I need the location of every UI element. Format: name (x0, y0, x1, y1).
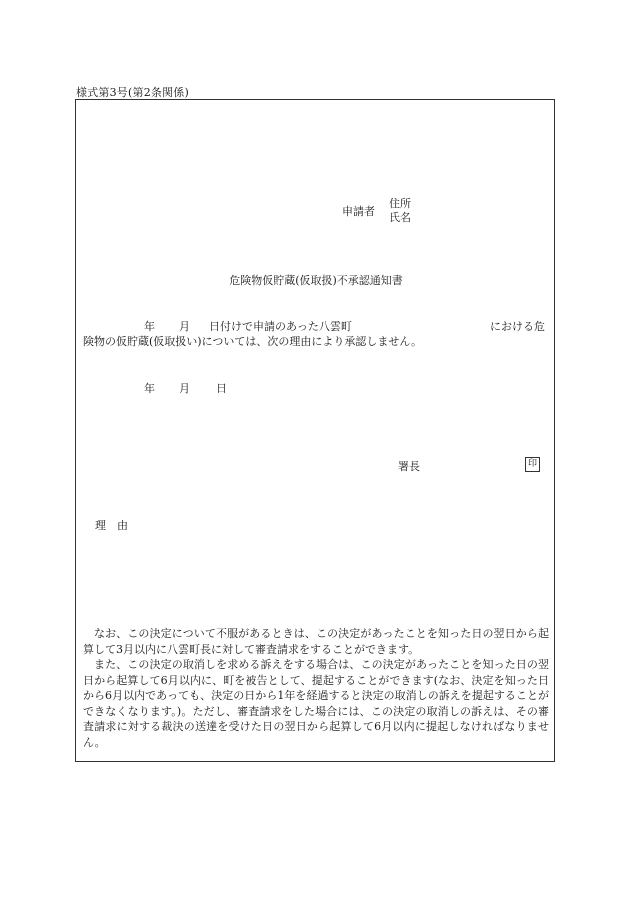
application-date-text: 日付けで申請のあった八雲町 (209, 320, 352, 333)
location-suffix-text: における危 (490, 320, 545, 333)
notice-paragraph-review: なお、この決定について不服があるときは、この決定があったことを知った日の翌日から起算して3月以内に八雲町長に対して審査請求をすることができます。 (83, 627, 549, 656)
document-frame (75, 99, 555, 762)
issue-month-label: 月 (179, 382, 190, 395)
notice-paragraph-lawsuit: また、この決定の取消しを求める訴えをする場合は、この決定があったことを知った日の翌日から起算して6月以内に、町を被告として、提起することができます(なお、決定を知った日から6月以内であっても、決定の日から1年を経過すると決定の取消しの訴えを提起することができなくなります。)。ただし、審査請求をした場合には、この決定の取消しの訴えは、その審査請求に対する裁決の送達を受けた日の翌日から起算して6月以内に提起しなければなりません。 (83, 658, 549, 749)
applicant-label: 申請者 (342, 205, 375, 218)
reason-label: 理 由 (95, 519, 128, 532)
form-number-label: 様式第3号(第2条関係) (76, 86, 189, 99)
issue-day-label: 日 (216, 382, 227, 395)
application-month-label: 月 (179, 320, 190, 333)
name-label: 氏名 (389, 211, 411, 224)
appeal-notice (83, 626, 549, 750)
body-text-line2: 険物の仮貯蔵(仮取扱い)については、次の理由により承認しません。 (83, 335, 423, 348)
seal-mark: 印 (525, 457, 540, 472)
address-label: 住所 (389, 197, 411, 210)
fire-chief-title: 署長 (398, 460, 420, 473)
document-title: 危険物仮貯蔵(仮取扱)不承認通知書 (229, 274, 403, 287)
application-year-label: 年 (144, 320, 155, 333)
issue-year-label: 年 (144, 382, 155, 395)
